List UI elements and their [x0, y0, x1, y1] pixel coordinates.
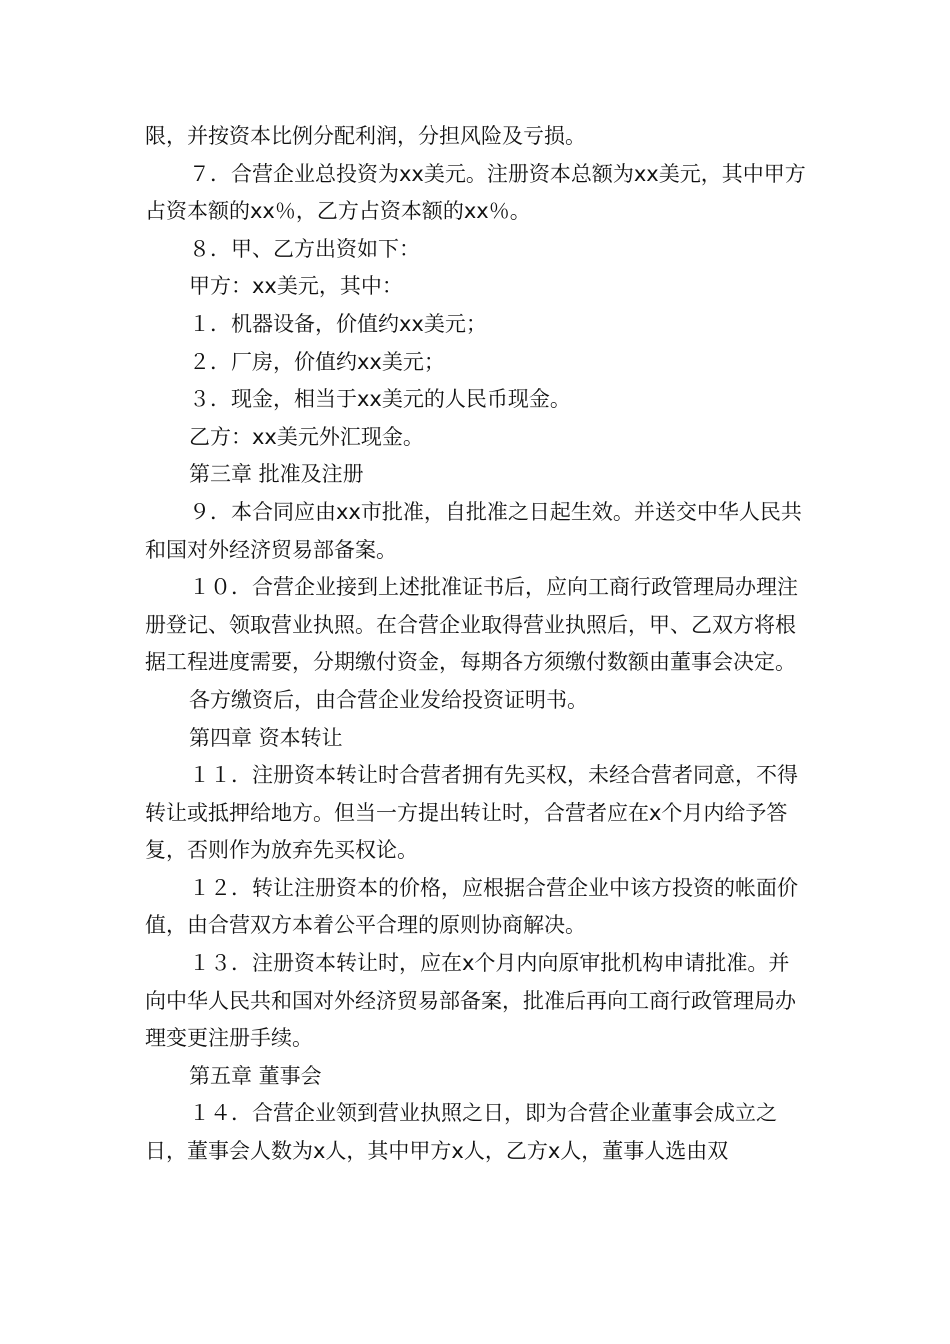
paragraph-6: ３．现金，相当于xx美元的人民币现金。: [189, 387, 571, 412]
paragraph-7: 乙方：xx美元外汇现金。: [189, 424, 424, 449]
paragraph-2: ８．甲、乙方出资如下：: [189, 236, 420, 261]
paragraph-5: ２．厂房，价值约xx美元；: [189, 349, 445, 374]
paragraph-4: １．机器设备，价值约xx美元；: [189, 311, 487, 336]
chapter-heading-4: 第四章 资本转让: [189, 725, 343, 750]
chapter-heading-5: 第五章 董事会: [189, 1063, 322, 1088]
chapter-heading-3: 第三章 批准及注册: [189, 462, 364, 487]
paragraph-3: 甲方：xx美元，其中：: [189, 274, 403, 299]
paragraph-1: ７．合营企业总投资为xx美元。注册资本总额为xx美元，其中甲方占资本额的xx％，乙方占资本额的xx％。: [145, 161, 806, 224]
paragraph-17: １４．合营企业领到营业执照之日，即为合营企业董事会成立之日，董事会人数为x人，其中甲方x人，乙方x人，董事人选由双: [145, 1101, 777, 1164]
paragraph-10: １０．合营企业接到上述批准证书后，应向工商行政管理局办理注册登记、领取营业执照。在合营企业取得营业执照后，甲、乙双方将根据工程进度需要，分期缴付资金，每期各方须缴付数额由董事会决定。: [145, 575, 798, 675]
paragraph-9: ９．本合同应由xx市批准，自批准之日起生效。并送交中华人民共和国对外经济贸易部备案。: [145, 499, 802, 562]
paragraph-15: １３．注册资本转让时，应在x个月内向原审批机构申请批准。并向中华人民共和国对外经济贸易部备案，批准后再向工商行政管理局办理变更注册手续。: [145, 951, 796, 1051]
paragraph-0: 限，并按资本比例分配利润，分担风险及亏损。: [145, 124, 586, 148]
contract-text: [145, 118, 810, 1171]
paragraph-11: 各方缴资后，由合营企业发给投资证明书。: [189, 687, 588, 712]
paragraph-13: １１．注册资本转让时合营者拥有先买权，未经合营者同意，不得转让或抵押给地方。但当一方提出转让时，合营者应在x个月内给予答复，否则作为放弃先买权论。: [145, 763, 798, 863]
paragraph-14: １２．转让注册资本的价格，应根据合营企业中该方投资的帐面价值，由合营双方本着公平合理的原则协商解决。: [145, 875, 798, 938]
